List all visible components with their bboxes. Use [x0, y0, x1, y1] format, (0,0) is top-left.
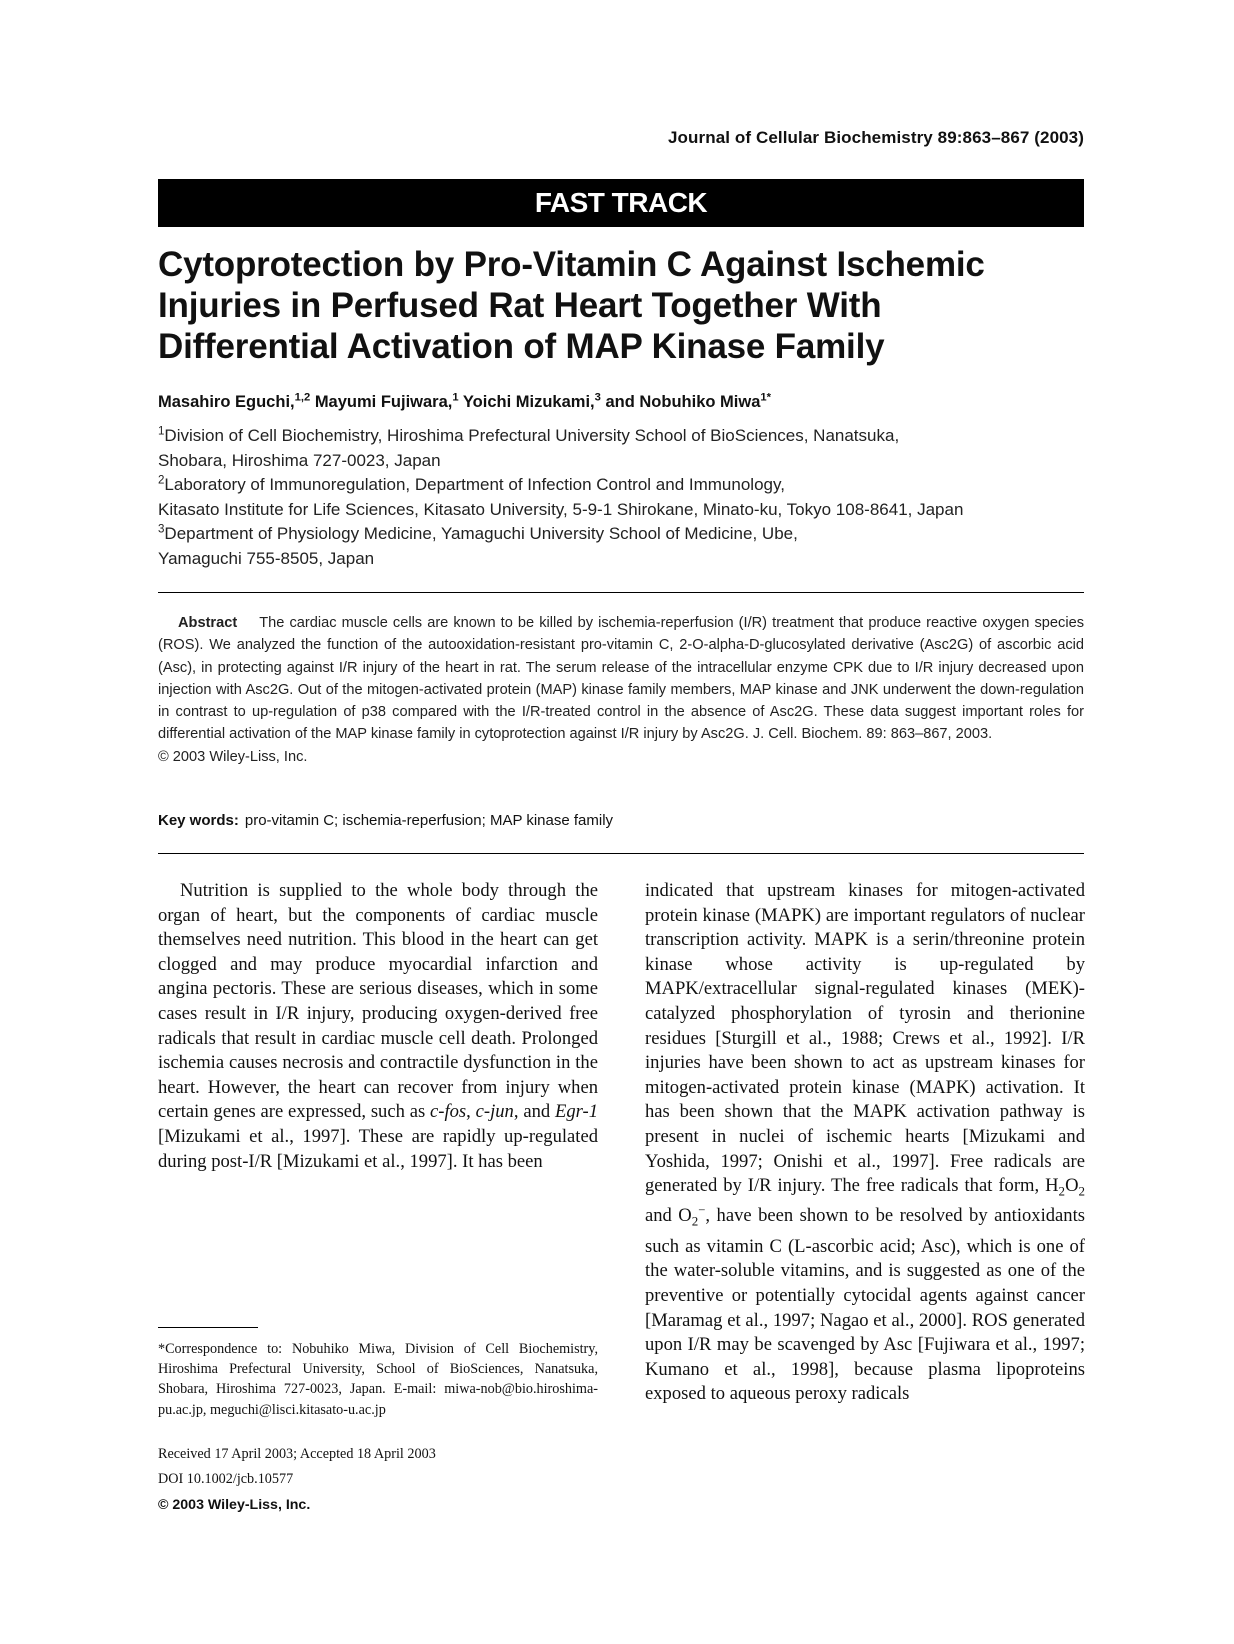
affiliation [158, 473, 1098, 498]
doi: DOI 10.1002/jcb.10577 [158, 1471, 294, 1487]
affiliations [158, 424, 1098, 572]
footnote-copyright: © 2003 Wiley-Liss, Inc. [158, 1497, 311, 1513]
affiliation [158, 424, 1098, 449]
keywords-text: pro-vitamin C; ischemia-reperfusion; MAP kinase family [244, 812, 614, 829]
correspondence-footnote: *Correspondence to: Nobuhiko Miwa, Division of Cell Biochemistry, Hiroshima Prefectural University, School of BioSciences, Nanatsuka, Shobara, Hiroshima 727-0023, Japan. E-mail: miwa-nob@bio.hiroshima-pu.ac.jp, meguchi@lisci.kitasato-u.ac.jp [158, 1341, 598, 1418]
author-name: Mayumi Fujiwara, [314, 393, 453, 411]
abstract-text: The cardiac muscle cells are known to be killed by ischemia-reperfusion (I/R) treatment that produce reactive oxygen species (ROS). We analyzed the function of the autooxidation-resistant pro-vitamin C, 2-O-alpha-D-glucosylated derivative (Asc2G) of ascorbic acid (Asc), in protecting against I/R injury of the heart in rat. The serum release of the intracellular enzyme CPK due to I/R injury decreased upon injection with Asc2G. Out of the mitogen-activated protein (MAP) kinase family members, MAP kinase and JNK underwent the down-regulation in contrast to up-regulation of p38 compared with the I/R-treated control in the absence of Asc2G. These data suggest important roles for differential activation of the MAP kinase family in cytoprotection against I/R injury by Asc2G. J. Cell. Biochem. 89: 863–867, 2003. [158, 615, 1084, 743]
author-affil-mark: 3 [594, 391, 601, 404]
author-affil-mark: 1 [452, 391, 459, 404]
rule-below-keywords [158, 853, 1084, 854]
abstract-label: Abstract [178, 615, 238, 631]
affil-text: Division of Cell Biochemistry, Hiroshima Prefectural University School of BioSciences, Nanatsuka, [164, 426, 900, 445]
abstract [158, 612, 1084, 768]
keywords [158, 812, 613, 829]
rule-above-abstract [158, 592, 1084, 593]
title-line: Differential Activation of MAP Kinase Family [158, 327, 885, 366]
paragraph: indicated that upstream kinases for mitogen-activated protein kinase (MAPK) are important regulators of nuclear transcription activity. MAPK is a serin/threonine protein kinase whose activity is up-regulated by MAPK/extracellular signal-regulated kinases (MEK)-catalyzed phosphorylation of tyrosin and therionine residues [Sturgill et al., 1988; Crews et al., 1992]. I/R injuries have been shown to act as upstream kinases for mitogen-activated protein kinase (MAPK) activation. It has been shown that the MAPK activation pathway is present in nuclei of ischemic hearts [Mizukami and Yoshida, 1997; Onishi et al., 1997]. Free radicals are generated by I/R injury. The free radicals that form, $H_2O_2$ and $O_2^-$, have been shown to be resolved by antioxidants such as vitamin C (L-ascorbic acid; Asc), which is one of the water-soluble vitamins, and is suggested as one of the preventive or potentially cytocidal agents against cancer [Maramag et al., 1997; Nagao et al., 2000]. ROS generated upon I/R may be scavenged by Asc [Fujiwara et al., 1997; Kumano et al., 1998], because plasma lipoproteins exposed to aqueous peroxy radicals [645, 880, 1086, 1405]
title-line: Cytoprotection by Pro-Vitamin C Against Ischemic [158, 245, 985, 284]
author-list [158, 393, 771, 412]
author-affil-mark: 1,2 [294, 391, 311, 404]
author-name: Yoichi Mizukami, [462, 393, 595, 411]
affiliation-cont: Kitasato Institute for Life Sciences, Kitasato University, 5-9-1 Shirokane, Minato-ku, Tokyo 108-8641, Japan [158, 499, 964, 519]
footnote-rule [158, 1327, 258, 1328]
affil-mark: 2 [158, 474, 165, 487]
author-name: Masahiro Eguchi, [158, 393, 295, 411]
affil-text: Laboratory of Immunoregulation, Department of Infection Control and Immunology, [164, 475, 785, 495]
body-left-column [158, 879, 598, 1174]
affil-mark: 3 [158, 523, 165, 536]
author-name: and Nobuhiko Miwa [605, 393, 761, 411]
affiliation [158, 522, 1098, 547]
fast-track-banner: FAST TRACK [158, 179, 1084, 227]
gene-name: c-fos [430, 1101, 467, 1123]
title-line: Injuries in Perfused Rat Heart Together With [158, 286, 882, 325]
journal-citation: Journal of Cellular Biochemistry 89:863–867 (2003) [667, 128, 1084, 147]
affiliation-cont: Yamaguchi 755-8505, Japan [158, 548, 375, 568]
keywords-label: Key words: [158, 812, 239, 829]
body-right-column [645, 879, 1085, 1407]
author-affil-mark: 1* [760, 391, 771, 404]
affil-text: Department of Physiology Medicine, Yamaguchi University School of Medicine, Ube, [164, 524, 798, 544]
affiliation-cont: Shobara, Hiroshima 727-0023, Japan [158, 450, 441, 470]
gene-name: c-jun [475, 1101, 514, 1123]
gene-name: Egr-1 [554, 1101, 598, 1123]
affil-mark: 1 [158, 425, 165, 438]
received-dates: Received 17 April 2003; Accepted 18 April 2003 [158, 1446, 436, 1462]
paragraph: Nutrition is supplied to the whole body through the organ of heart, but the components of cardiac muscle themselves need nutrition. This blood in the heart can get clogged and may produce myocardial infarction and angina pectoris. These are serious diseases, which in some cases result in I/R injury, producing oxygen-derived free radicals that result in cardiac muscle cell death. Prolonged ischemia causes necrosis and contractile dysfunction in the heart. However, the heart can recover from injury when certain genes are expressed, such as c-fos, c-jun, and Egr-1 [Mizukami et al., 1997]. These are rapidly up-regulated during post-I/R [Mizukami et al., 1997]. It has been [158, 880, 598, 1172]
abstract-copyright: © 2003 Wiley-Liss, Inc. [158, 748, 308, 765]
article-title [158, 244, 1098, 367]
